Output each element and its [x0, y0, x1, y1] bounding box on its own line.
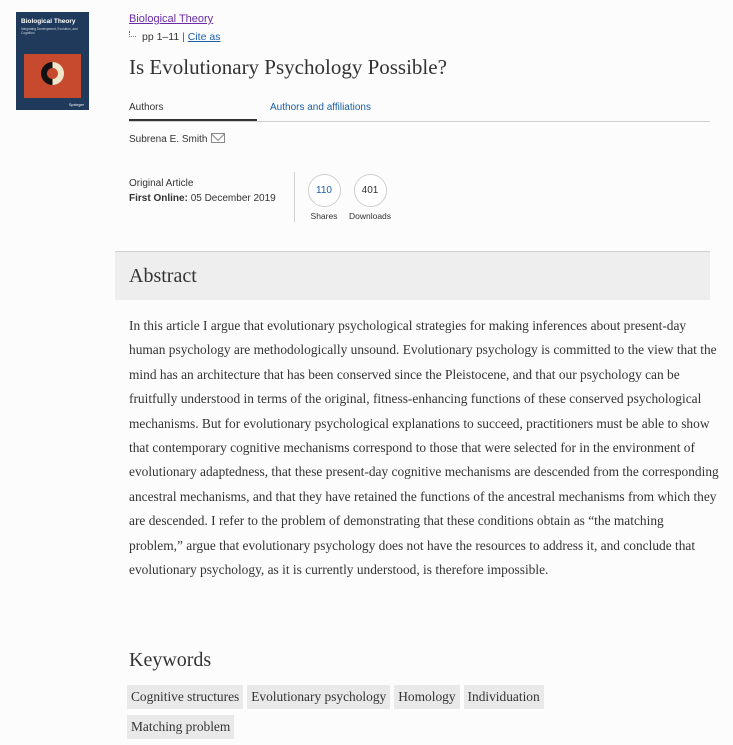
abstract-heading: Abstract: [129, 265, 197, 287]
author-tabs: [129, 102, 710, 122]
keywords-heading: Keywords: [129, 649, 212, 671]
downloads-count: 401: [354, 174, 387, 207]
author-name[interactable]: Subrena E. Smith: [129, 134, 208, 145]
tree-connector-icon: [129, 31, 136, 37]
author-row: [129, 133, 225, 145]
cover-circle-graphic: [41, 62, 64, 85]
publisher-logo: Springer: [68, 102, 84, 107]
first-online-label: First Online:: [129, 193, 188, 204]
abstract-text: In this article I argue that evolutionary psychological strategies for making inferences about present-day human psychology are methodologically unsound. Evolutionary psychology is committed to the view that the mind has an architecture that has been conserved since the Pleistocene, and that our psychology can be fruitfully understood in terms of the original, fitness-enhancing functions of these conserved psychological mechanisms. But for evolutionary psychological explanations to succeed, practitioners must be able to show that contemporary cognitive mechanisms correspond to those that were selected for in the environment of evolutionary adaptedness, that these present-day cognitive mechanisms are descended from the corresponding ancestral mechanisms, and that they have retained the functions of the ancestral mechanisms from which they are descended. I refer to the problem of demonstrating that these conditions obtain as “the matching problem,” argue that evolutionary psychology does not have the resources to address it, and conclude that evolutionary psychology, as it is currently understood, is therefore impossible.: [129, 318, 719, 578]
cite-as-link[interactable]: Cite as: [187, 31, 221, 43]
keyword-tag: Matching problem: [127, 715, 234, 739]
journal-cover-image[interactable]: [16, 12, 89, 110]
keyword-tag: Evolutionary psychology: [247, 685, 390, 709]
downloads-metric: [340, 174, 400, 221]
keyword-tag: Individuation: [464, 685, 544, 709]
cover-subtitle: Integrating Development, Evolution, and Cognition: [21, 27, 78, 35]
keyword-tag: Cognitive structures: [127, 685, 243, 709]
cover-artwork: [24, 54, 81, 98]
downloads-label: Downloads: [348, 211, 392, 221]
abstract-section-header: [115, 251, 710, 300]
separator: |: [182, 31, 185, 43]
keyword-tag: Homology: [394, 685, 459, 709]
keywords-list: [127, 685, 607, 745]
page-range: pp 1–11: [142, 31, 180, 43]
article-title: Is Evolutionary Psychology Possible?: [129, 55, 447, 79]
email-icon[interactable]: [211, 133, 225, 143]
tab-authors[interactable]: Authors: [129, 102, 257, 121]
journal-link[interactable]: Biological Theory: [129, 13, 214, 25]
page-range-row: [129, 31, 220, 43]
first-online-date: 05 December 2019: [190, 193, 276, 204]
tab-authors-and-affiliations[interactable]: Authors and affiliations: [270, 102, 371, 113]
article-type: Original Article: [129, 178, 194, 189]
cover-title: Biological Theory: [21, 18, 76, 25]
article-meta: [129, 176, 276, 206]
shares-count[interactable]: 110: [308, 174, 341, 207]
shares-label: Shares: [310, 211, 338, 221]
